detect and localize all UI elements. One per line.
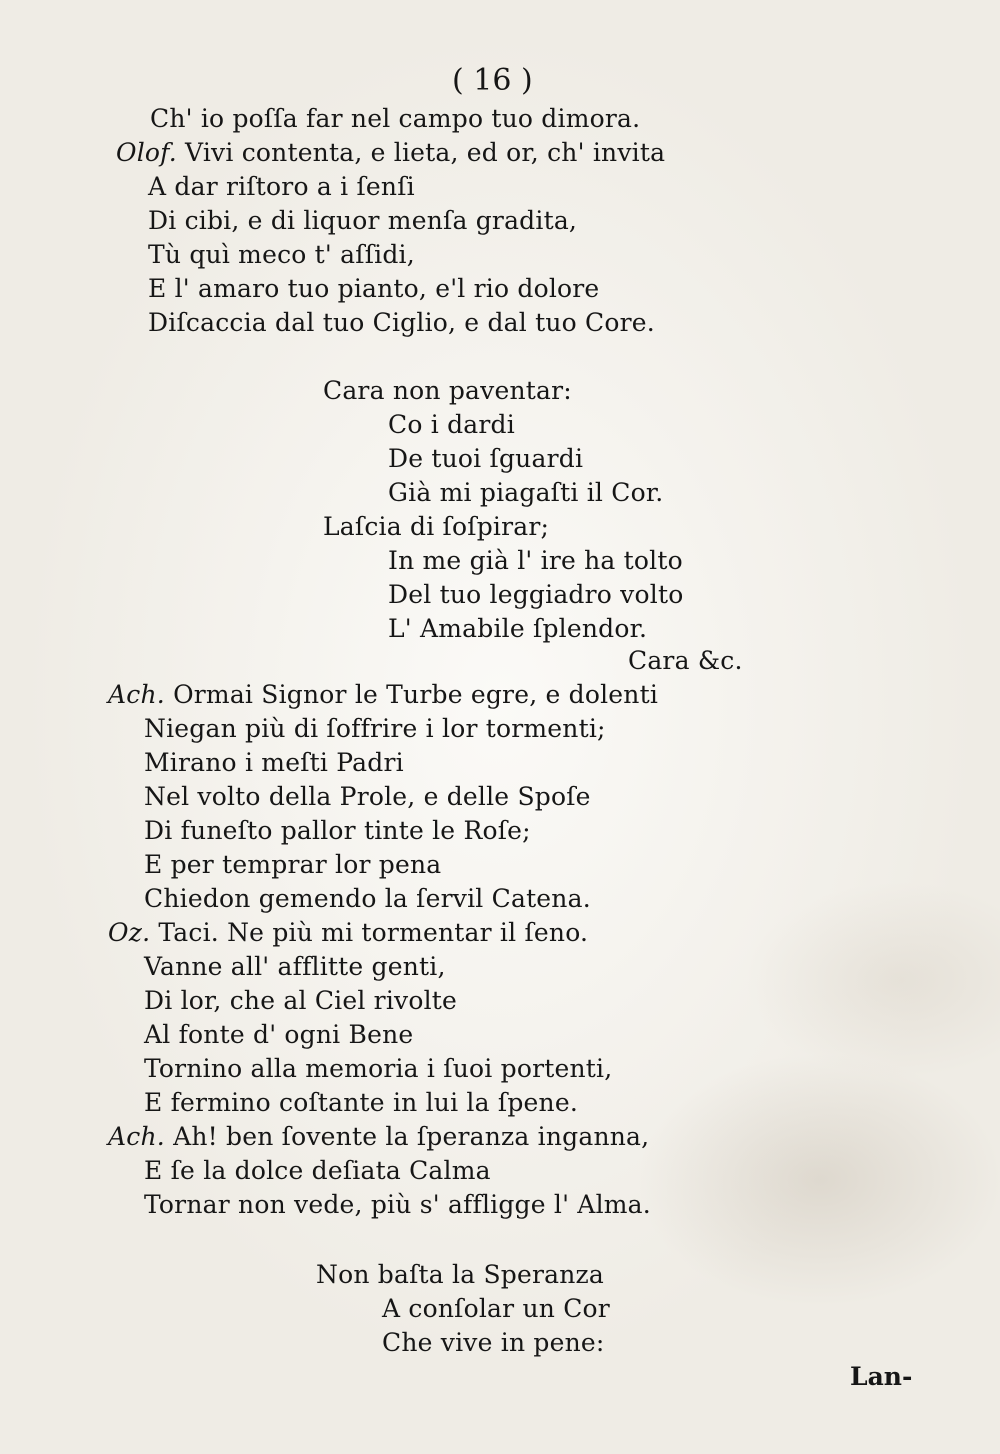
text-line <box>144 714 606 744</box>
text-line <box>144 952 446 982</box>
line-text: Chiedon gemendo la ſervil Catena. <box>144 884 591 913</box>
speaker-name: Ach. <box>108 1122 165 1151</box>
text-line <box>108 918 588 948</box>
line-text: In me già l' ire ha tolto <box>388 546 683 575</box>
line-text: E per temprar lor pena <box>144 850 442 879</box>
line-text: Tù quì meco t' aſſidi, <box>148 240 415 269</box>
line-text: Del tuo leggiadro volto <box>388 580 684 609</box>
line-text: A conſolar un Cor <box>382 1294 610 1323</box>
line-text: Vivi contenta, e lieta, ed or, ch' invita <box>185 138 666 167</box>
text-line <box>150 104 640 134</box>
text-line <box>108 1122 649 1152</box>
text-line <box>148 308 655 338</box>
text-line <box>144 1156 491 1186</box>
speaker-name: Ach. <box>108 680 165 709</box>
line-text: Mirano i meſti Padri <box>144 748 404 777</box>
text-line <box>144 748 404 778</box>
text-line <box>388 580 683 610</box>
line-text: Co i dardi <box>388 410 515 439</box>
text-line <box>116 138 665 168</box>
text-line <box>388 410 515 440</box>
text-line <box>388 444 583 474</box>
text-line <box>323 512 549 542</box>
line-text: Taci. Ne più mi tormentar il ſeno. <box>158 918 589 947</box>
line-text: E l' amaro tuo pianto, e'l rio dolore <box>148 274 600 303</box>
text-line <box>144 1088 578 1118</box>
line-text: Tornar non vede, più s' affligge l' Alma. <box>144 1190 651 1219</box>
line-text: Non baſta la Speranza <box>316 1260 605 1289</box>
text-line <box>108 680 658 710</box>
line-text: Al fonte d' ogni Bene <box>144 1020 414 1049</box>
text-line <box>144 816 531 846</box>
line-text: Cara non paventar: <box>323 376 572 405</box>
text-line <box>388 478 663 508</box>
line-text: E ſe la dolce deſiata Calma <box>144 1156 491 1185</box>
line-text: De tuoi ſguardi <box>388 444 584 473</box>
text-line <box>388 614 647 644</box>
text-line <box>382 1328 605 1358</box>
text-line <box>144 1020 413 1050</box>
text-line <box>148 240 415 270</box>
line-text: Laſcia di ſoſpirar; <box>323 512 550 541</box>
speaker-name: Oz. <box>108 918 151 947</box>
line-text: Di lor, che al Ciel rivolte <box>144 986 458 1015</box>
text-line <box>323 376 572 406</box>
line-text: A dar riſtoro a i ſenſi <box>148 172 415 201</box>
line-text: Diſcaccia dal tuo Ciglio, e dal tuo Core. <box>148 308 655 337</box>
text-line <box>382 1294 610 1324</box>
page-number: ( 16 ) <box>452 63 533 98</box>
line-text: Ormai Signor le Turbe egre, e dolenti <box>173 680 659 709</box>
line-text: Cara &c. <box>628 646 743 675</box>
text-line <box>144 1054 612 1084</box>
speaker-name: Olof. <box>116 138 177 167</box>
text-line <box>388 546 683 576</box>
line-text: Ah! ben ſovente la ſperanza inganna, <box>173 1122 650 1151</box>
catchword: Lan- <box>850 1362 913 1391</box>
text-line <box>316 1260 604 1290</box>
text-line <box>144 884 591 914</box>
text-line <box>144 986 457 1016</box>
line-text: Di funeſto pallor tinte le Roſe; <box>144 816 531 845</box>
line-text: Che vive in pene: <box>382 1328 605 1357</box>
text-line <box>628 646 743 676</box>
line-text: E fermino coſtante in lui la ſpene. <box>144 1088 578 1117</box>
text-line <box>144 850 441 880</box>
text-line <box>148 206 577 236</box>
text-line <box>144 1190 651 1220</box>
line-text: Nel volto della Prole, e delle Spoſe <box>144 782 591 811</box>
line-text: L' Amabile ſplendor. <box>388 614 648 643</box>
line-text: Di cibi, e di liquor menſa gradita, <box>148 206 578 235</box>
line-text: Ch' io poſſa far nel campo tuo dimora. <box>150 104 641 133</box>
text-line <box>144 782 591 812</box>
line-text: Niegan più di ſoffrire i lor tormenti; <box>144 714 606 743</box>
line-text: Vanne all' afflitte genti, <box>144 952 446 981</box>
line-text: Tornino alla memoria i ſuoi portenti, <box>144 1054 613 1083</box>
text-line <box>148 172 415 202</box>
line-text: Già mi piagaſti il Cor. <box>388 478 664 507</box>
text-line <box>148 274 599 304</box>
